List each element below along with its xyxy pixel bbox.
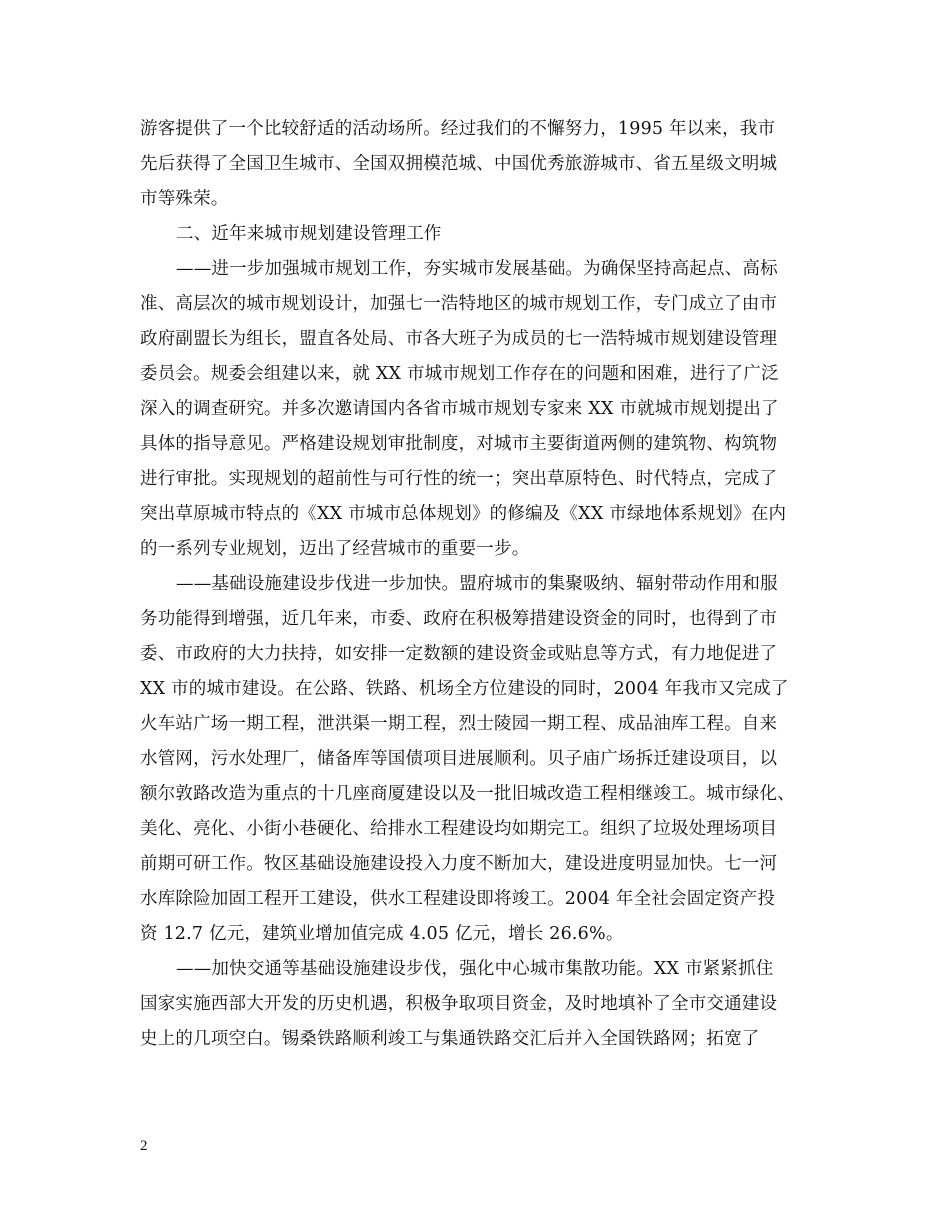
text-line: 美化、亮化、小街小巷硬化、给排水工程建设均如期完工。组织了垃圾处理场项目 — [140, 819, 778, 839]
text-line: ——加快交通等基础设施建设步伐，强化中心城市集散功能。XX 市紧紧抓住 — [176, 959, 774, 979]
text-line: 先后获得了全国卫生城市、全国双拥模范城、中国优秀旅游城市、省五星级文明城 — [140, 154, 778, 174]
text-line: 市等殊荣。 — [140, 189, 229, 209]
text-line: 前期可研工作。牧区基础设施建设投入力度不断加大，建设进度明显加快。七一河 — [140, 854, 778, 874]
document-body — [140, 112, 812, 1057]
text-line: XX 市的城市建设。在公路、铁路、机场全方位建设的同时，2004 年我市又完成了 — [140, 679, 789, 699]
text-line: 额尔敦路改造为重点的十几座商厦建设以及一批旧城改造工程相继竣工。城市绿化、 — [140, 784, 795, 804]
text-line: 火车站广场一期工程，泄洪渠一期工程，烈士陵园一期工程、成品油库工程。自来 — [140, 714, 778, 734]
text-line: ——基础设施建设步伐进一步加快。盟府城市的集聚吸纳、辐射带动作用和服 — [176, 574, 778, 594]
text-line: 突出草原城市特点的《XX 市城市总体规划》的修编及《XX 市绿地体系规划》在内 — [140, 504, 787, 524]
section-heading: 二、近年来城市规划建设管理工作 — [176, 224, 442, 244]
text-line: ——进一步加强城市规划工作，夯实城市发展基础。为确保坚持高起点、高标 — [176, 259, 778, 279]
text-line: 深入的调查研究。并多次邀请国内各省市城市规划专家来 XX 市就城市规划提出了 — [140, 399, 779, 419]
text-line: 史上的几项空白。锡桑铁路顺利竣工与集通铁路交汇后并入全国铁路网；拓宽了 — [140, 1029, 760, 1049]
text-line: 委员会。规委会组建以来，就 XX 市城市规划工作存在的问题和困难，进行了广泛 — [140, 364, 779, 384]
text-line: 政府副盟长为组长，盟直各处局、市各大班子为成员的七一浩特城市规划建设管理 — [140, 329, 778, 349]
page-number: 2 — [140, 1138, 148, 1154]
text-line: 水库除险加固工程开工建设，供水工程建设即将竣工。2004 年全社会固定资产投 — [140, 889, 776, 909]
text-line: 的一系列专业规划，迈出了经营城市的重要一步。 — [140, 539, 530, 559]
text-line: 准、高层次的城市规划设计，加强七一浩特地区的城市规划工作，专门成立了由市 — [140, 294, 778, 314]
text-line: 资 12.7 亿元，建筑业增加值完成 4.05 亿元，增长 26.6%。 — [140, 924, 624, 944]
text-line: 委、市政府的大力扶持，如安排一定数额的建设资金或贴息等方式，有力地促进了 — [140, 644, 778, 664]
text-line: 国家实施西部大开发的历史机遇，积极争取项目资金，及时地填补了全市交通建设 — [140, 994, 778, 1014]
text-line: 游客提供了一个比较舒适的活动场所。经过我们的不懈努力，1995 年以来，我市 — [140, 119, 776, 139]
text-line: 务功能得到增强，近几年来，市委、政府在积极筹措建设资金的同时，也得到了市 — [140, 609, 778, 629]
text-line: 水管网，污水处理厂，储备库等国债项目进展顺利。贝子庙广场拆迁建设项目，以 — [140, 749, 778, 769]
text-line: 进行审批。实现规划的超前性与可行性的统一；突出草原特色、时代特点，完成了 — [140, 469, 778, 489]
text-line: 具体的指导意见。严格建设规划审批制度，对城市主要街道两侧的建筑物、构筑物 — [140, 434, 778, 454]
